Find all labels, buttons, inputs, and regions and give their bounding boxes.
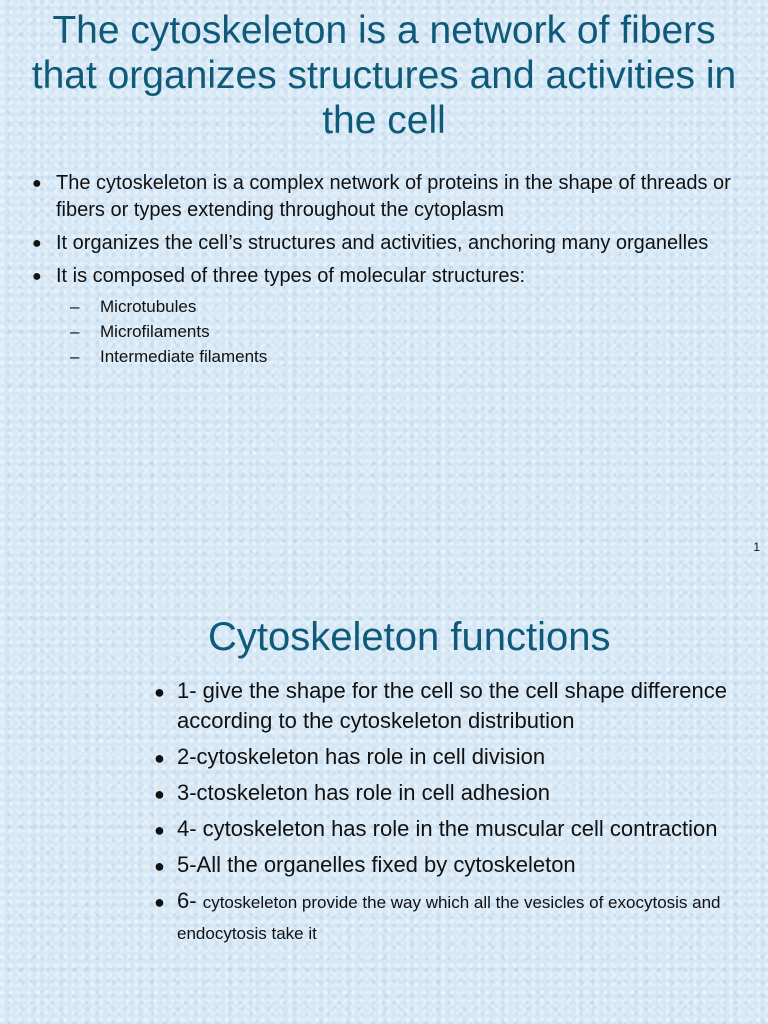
sub-list-item: [56, 294, 750, 319]
dash-icon: –: [70, 322, 80, 341]
bullet-icon: ●: [32, 235, 42, 252]
list-item: [30, 263, 750, 369]
bullet-text: The cytoskeleton is a complex network of proteins in the shape of threads or fibers or types extending throughout the cytoplasm: [56, 172, 731, 221]
bullet-icon: ●: [154, 682, 165, 702]
slide-1-bullet-list: [30, 170, 750, 375]
bullet-text: It is composed of three types of molecular structures:: [56, 265, 526, 287]
bullet-icon: ●: [32, 175, 42, 192]
sub-list-item: [56, 344, 750, 369]
sub-list-item: [56, 319, 750, 344]
dash-icon: –: [70, 297, 80, 316]
sub-item-text: Microtubules: [100, 297, 197, 316]
sub-item-text: Intermediate filaments: [100, 347, 268, 366]
list-item: [152, 742, 752, 772]
bullet-icon: ●: [154, 748, 165, 768]
slide-1-title: The cytoskeleton is a network of fibers that organizes structures and activities in the cell: [31, 9, 737, 142]
bullet-icon: ●: [154, 784, 165, 804]
list-item: [152, 850, 752, 880]
bullet-text: 2-cytoskeleton has role in cell division: [177, 744, 546, 769]
page-number: 1: [753, 540, 760, 554]
bullet-text: It organizes the cell’s structures and activities, anchoring many organelles: [56, 232, 709, 254]
dash-icon: –: [70, 347, 80, 366]
sub-list: [56, 294, 750, 369]
bullet-text: cytoskeleton provide the way which all the vesicles of exocytosis and endocytosis take it: [177, 893, 721, 943]
list-item: [152, 886, 752, 948]
bullet-icon: ●: [154, 892, 165, 912]
bullet-text: 4- cytoskeleton has role in the muscular cell contraction: [177, 816, 718, 841]
bullet-text: 5-All the organelles fixed by cytoskeleton: [177, 852, 576, 877]
list-item: [152, 814, 752, 844]
list-item: [30, 170, 750, 224]
bullet-icon: ●: [32, 268, 42, 285]
bullet-text: 1- give the shape for the cell so the cell shape difference according to the cytoskeleton distribution: [177, 678, 727, 733]
sub-item-text: Microfilaments: [100, 322, 210, 341]
list-item: [30, 230, 750, 257]
bullet-prefix: 6-: [177, 888, 197, 913]
bullet-text: 3-ctoskeleton has role in cell adhesion: [177, 780, 551, 805]
slide-2-bullet-list: [152, 676, 752, 954]
bullet-icon: ●: [154, 856, 165, 876]
list-item: [152, 676, 752, 736]
slide-2: [0, 590, 768, 1024]
bullet-icon: ●: [154, 820, 165, 840]
list-item: [152, 778, 752, 808]
slide-2-title: Cytoskeleton functions: [208, 615, 611, 659]
